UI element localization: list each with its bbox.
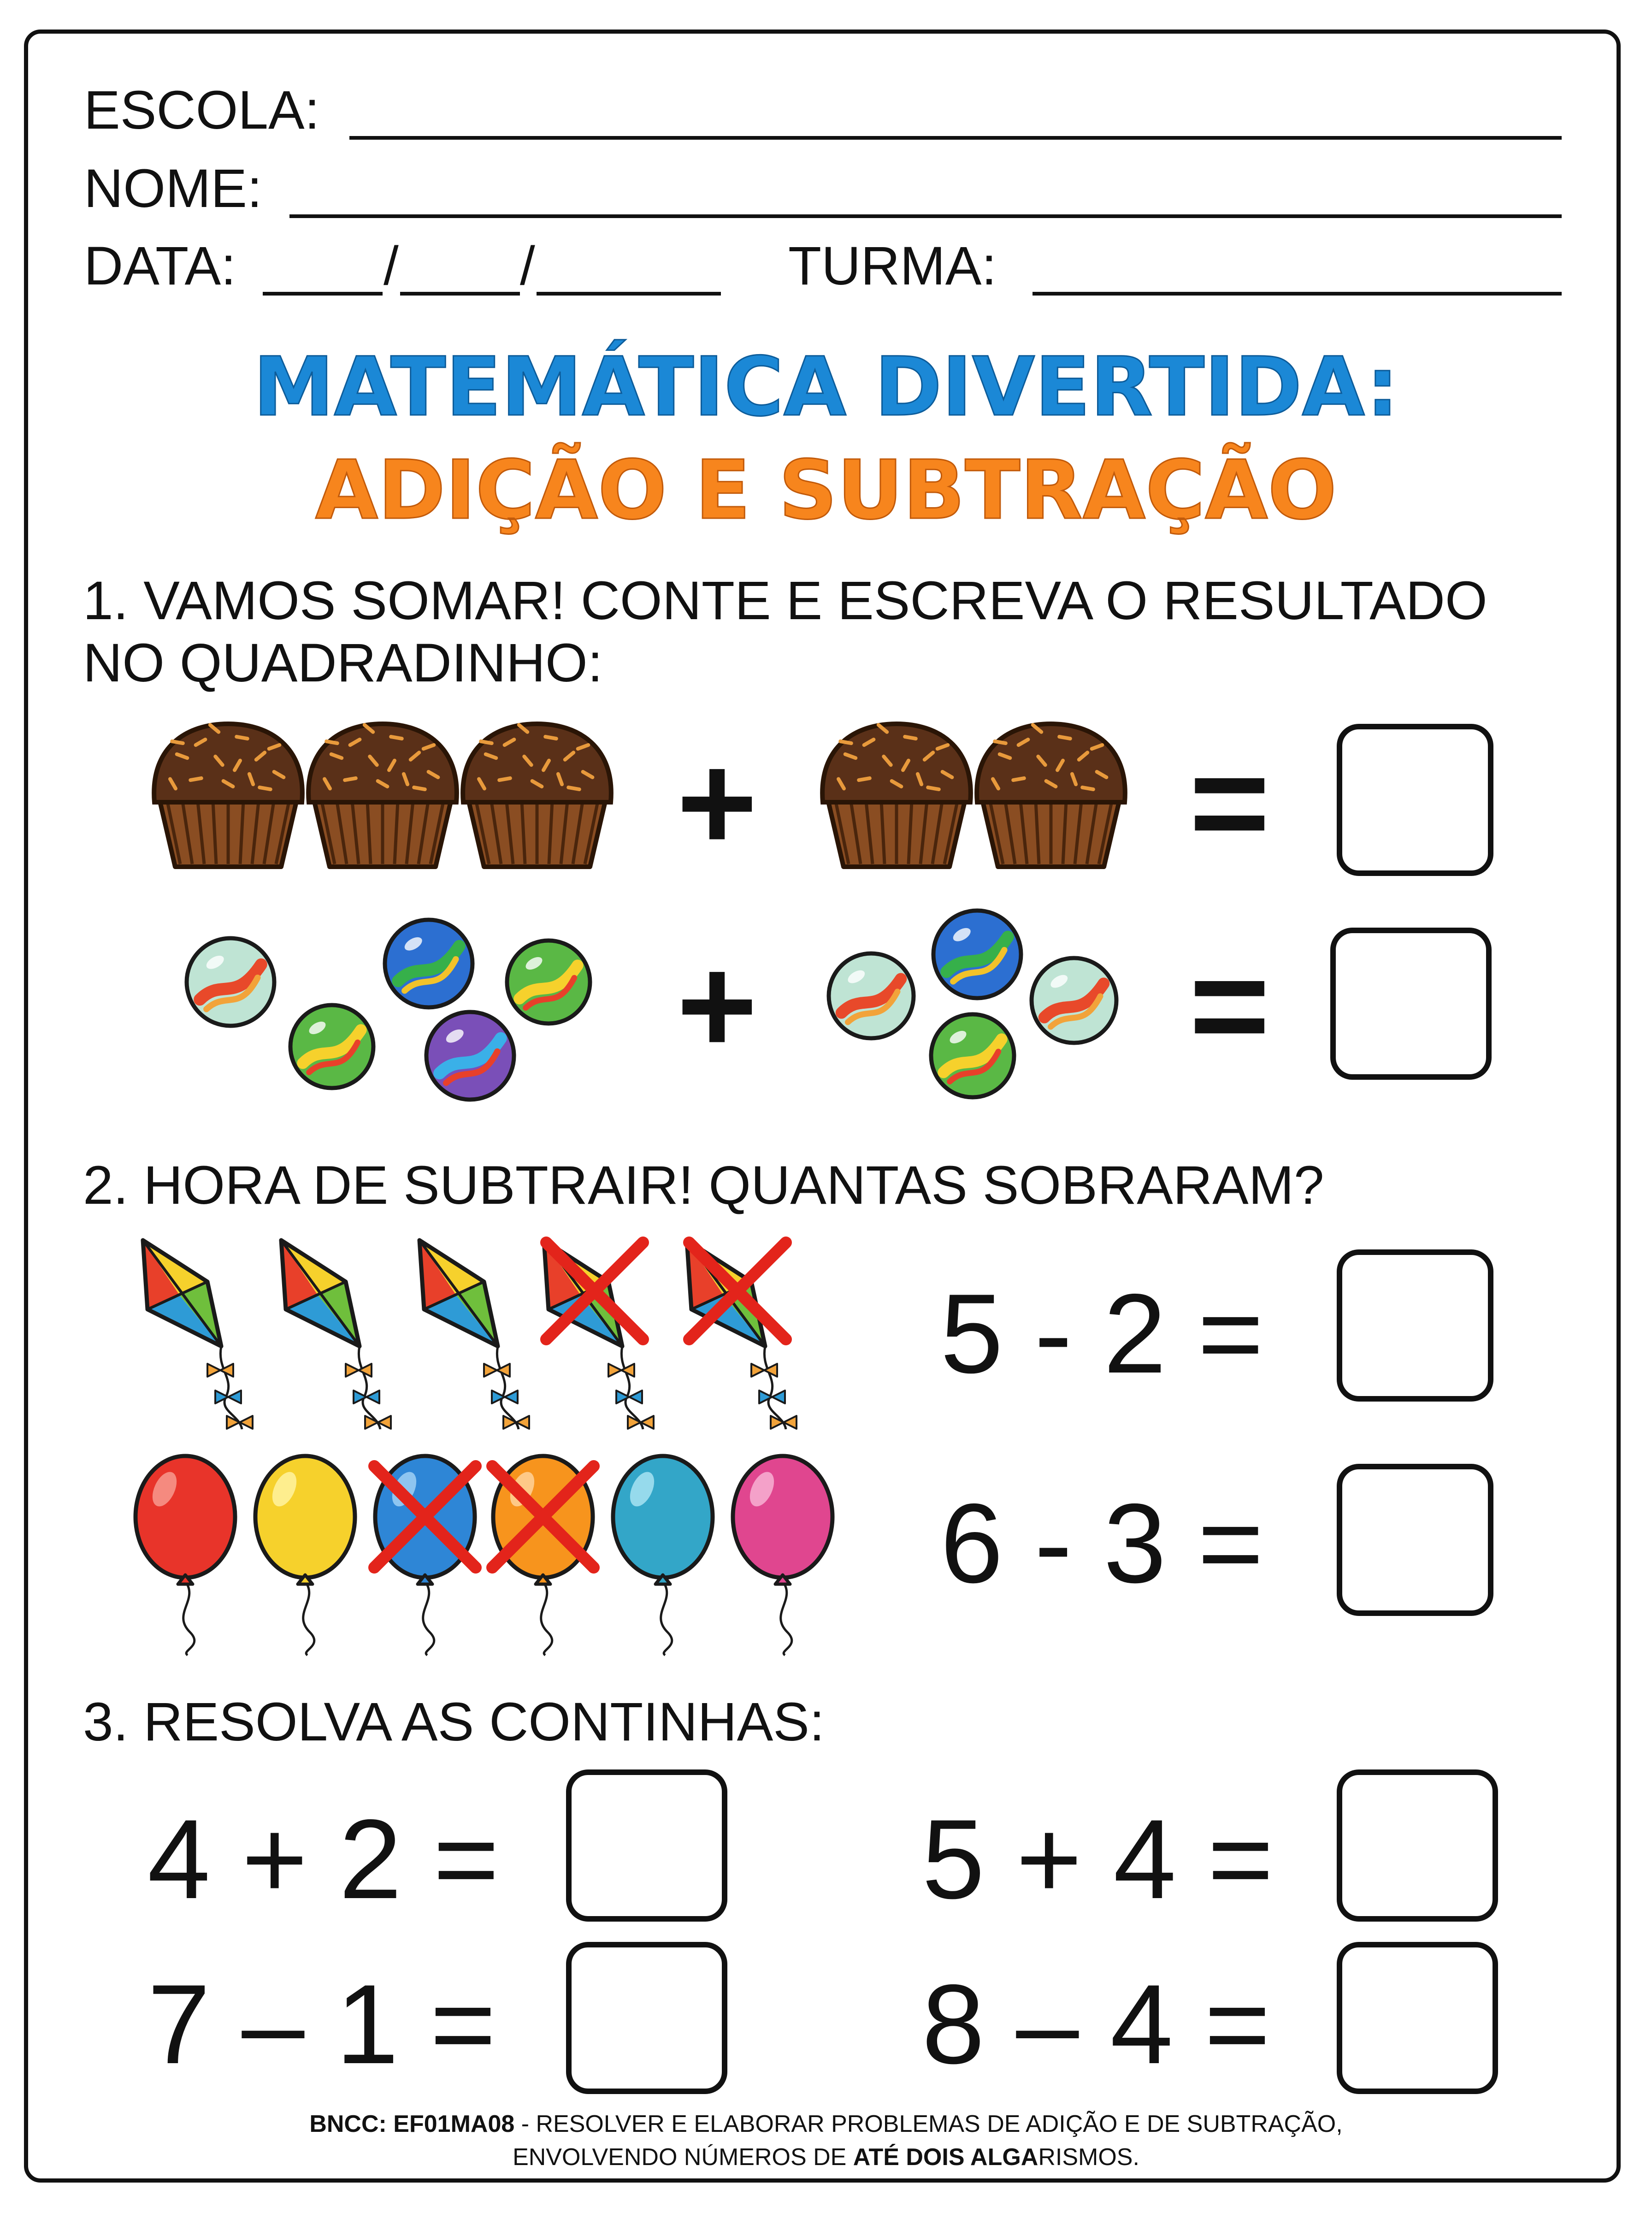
answer-box-2[interactable]: [1330, 928, 1492, 1080]
school-field-line[interactable]: [349, 136, 1562, 140]
date-label: DATA:: [84, 236, 236, 296]
answer-box-6[interactable]: [1337, 1769, 1498, 1922]
subtraction-equation-1: 5 - 2 =: [940, 1270, 1264, 1396]
date-month-line[interactable]: [400, 292, 520, 296]
marble-icon: [933, 911, 1021, 998]
kite-icon: [281, 1240, 391, 1429]
class-label: TURMA:: [788, 236, 997, 296]
equals-sign: =: [1189, 725, 1270, 880]
equation-2: 5 + 4 =: [922, 1796, 1274, 1922]
balloon-icon: [255, 1456, 355, 1655]
section1-prompt-line2: NO QUADRADINHO:: [83, 632, 603, 693]
section2-prompt: 2. HORA DE SUBTRAIR! QUANTAS SOBRARAM?: [83, 1155, 1324, 1216]
marble-icon: [290, 1005, 373, 1088]
marble-group-left: [175, 913, 608, 1097]
marble-icon: [507, 941, 590, 1024]
section3-prompt: 3. RESOLVA AS CONTINHAS:: [83, 1692, 825, 1752]
date-separator: /: [520, 236, 535, 296]
footer-line-1: [0, 2110, 1652, 2138]
footer-bold-text: ATÉ DOIS ALGA: [853, 2144, 1038, 2171]
brigadeiro-icon: [977, 722, 1125, 867]
brigadeiro-icon: [308, 722, 457, 867]
date-day-line[interactable]: [263, 292, 383, 296]
marble-group-right: [825, 908, 1125, 1093]
brigadeiro-icon: [822, 722, 971, 867]
name-field-line[interactable]: [289, 214, 1562, 218]
marble-icon: [426, 1012, 514, 1100]
kite-icon: [143, 1240, 253, 1429]
class-field-line[interactable]: [1032, 292, 1562, 296]
balloon-row: [134, 1452, 862, 1655]
footer-text-1: - RESOLVER E ELABORAR PROBLEMAS DE ADIÇÃO E DE SUBTRAÇÃO,: [514, 2111, 1343, 2137]
kite-row: [138, 1226, 839, 1434]
date-year-line[interactable]: [537, 292, 721, 296]
brigadeiro-icon: [154, 722, 302, 867]
answer-box-1[interactable]: [1337, 724, 1493, 876]
equation-4: 8 – 4 =: [922, 1961, 1271, 2087]
brigadeiro-group-left: [152, 719, 631, 871]
page-title: MATEMÁTICA DIVERTIDA:: [253, 340, 1399, 434]
plus-sign: +: [677, 928, 758, 1083]
section1-prompt: [83, 570, 1487, 694]
bncc-code: BNCC: EF01MA08: [309, 2111, 515, 2137]
answer-box-3[interactable]: [1337, 1249, 1493, 1402]
footer-text-2: ENVOLVENDO NÚMEROS DE: [513, 2144, 853, 2171]
marble-icon: [187, 938, 274, 1026]
name-label: NOME:: [84, 158, 262, 219]
equals-sign: =: [1189, 928, 1270, 1083]
plus-sign: +: [677, 725, 758, 880]
subtraction-equation-2: 6 - 3 =: [940, 1480, 1264, 1606]
page-subtitle: ADIÇÃO E SUBTRAÇÃO: [315, 443, 1337, 538]
footer-text-3: RISMOS.: [1038, 2144, 1139, 2171]
balloon-icon: [733, 1456, 832, 1655]
marble-icon: [931, 1014, 1014, 1097]
balloon-icon: [613, 1456, 713, 1655]
date-separator: /: [384, 236, 399, 296]
kite-icon: [419, 1240, 529, 1429]
answer-box-5[interactable]: [566, 1769, 727, 1922]
equation-1: 4 + 2 =: [148, 1796, 499, 1922]
marble-icon: [385, 920, 472, 1007]
answer-box-4[interactable]: [1337, 1464, 1493, 1616]
school-label: ESCOLA:: [84, 80, 320, 141]
answer-box-7[interactable]: [566, 1942, 727, 2094]
marble-icon: [829, 953, 914, 1038]
answer-box-8[interactable]: [1337, 1942, 1498, 2094]
brigadeiro-icon: [463, 722, 611, 867]
balloon-icon: [136, 1456, 235, 1655]
section1-prompt-line1: 1. VAMOS SOMAR! CONTE E ESCREVA O RESULTADO: [83, 570, 1487, 631]
equation-3: 7 – 1 =: [148, 1961, 496, 2087]
brigadeiro-group-right: [820, 719, 1143, 871]
marble-icon: [1032, 958, 1116, 1043]
footer-line-2: [0, 2143, 1652, 2172]
